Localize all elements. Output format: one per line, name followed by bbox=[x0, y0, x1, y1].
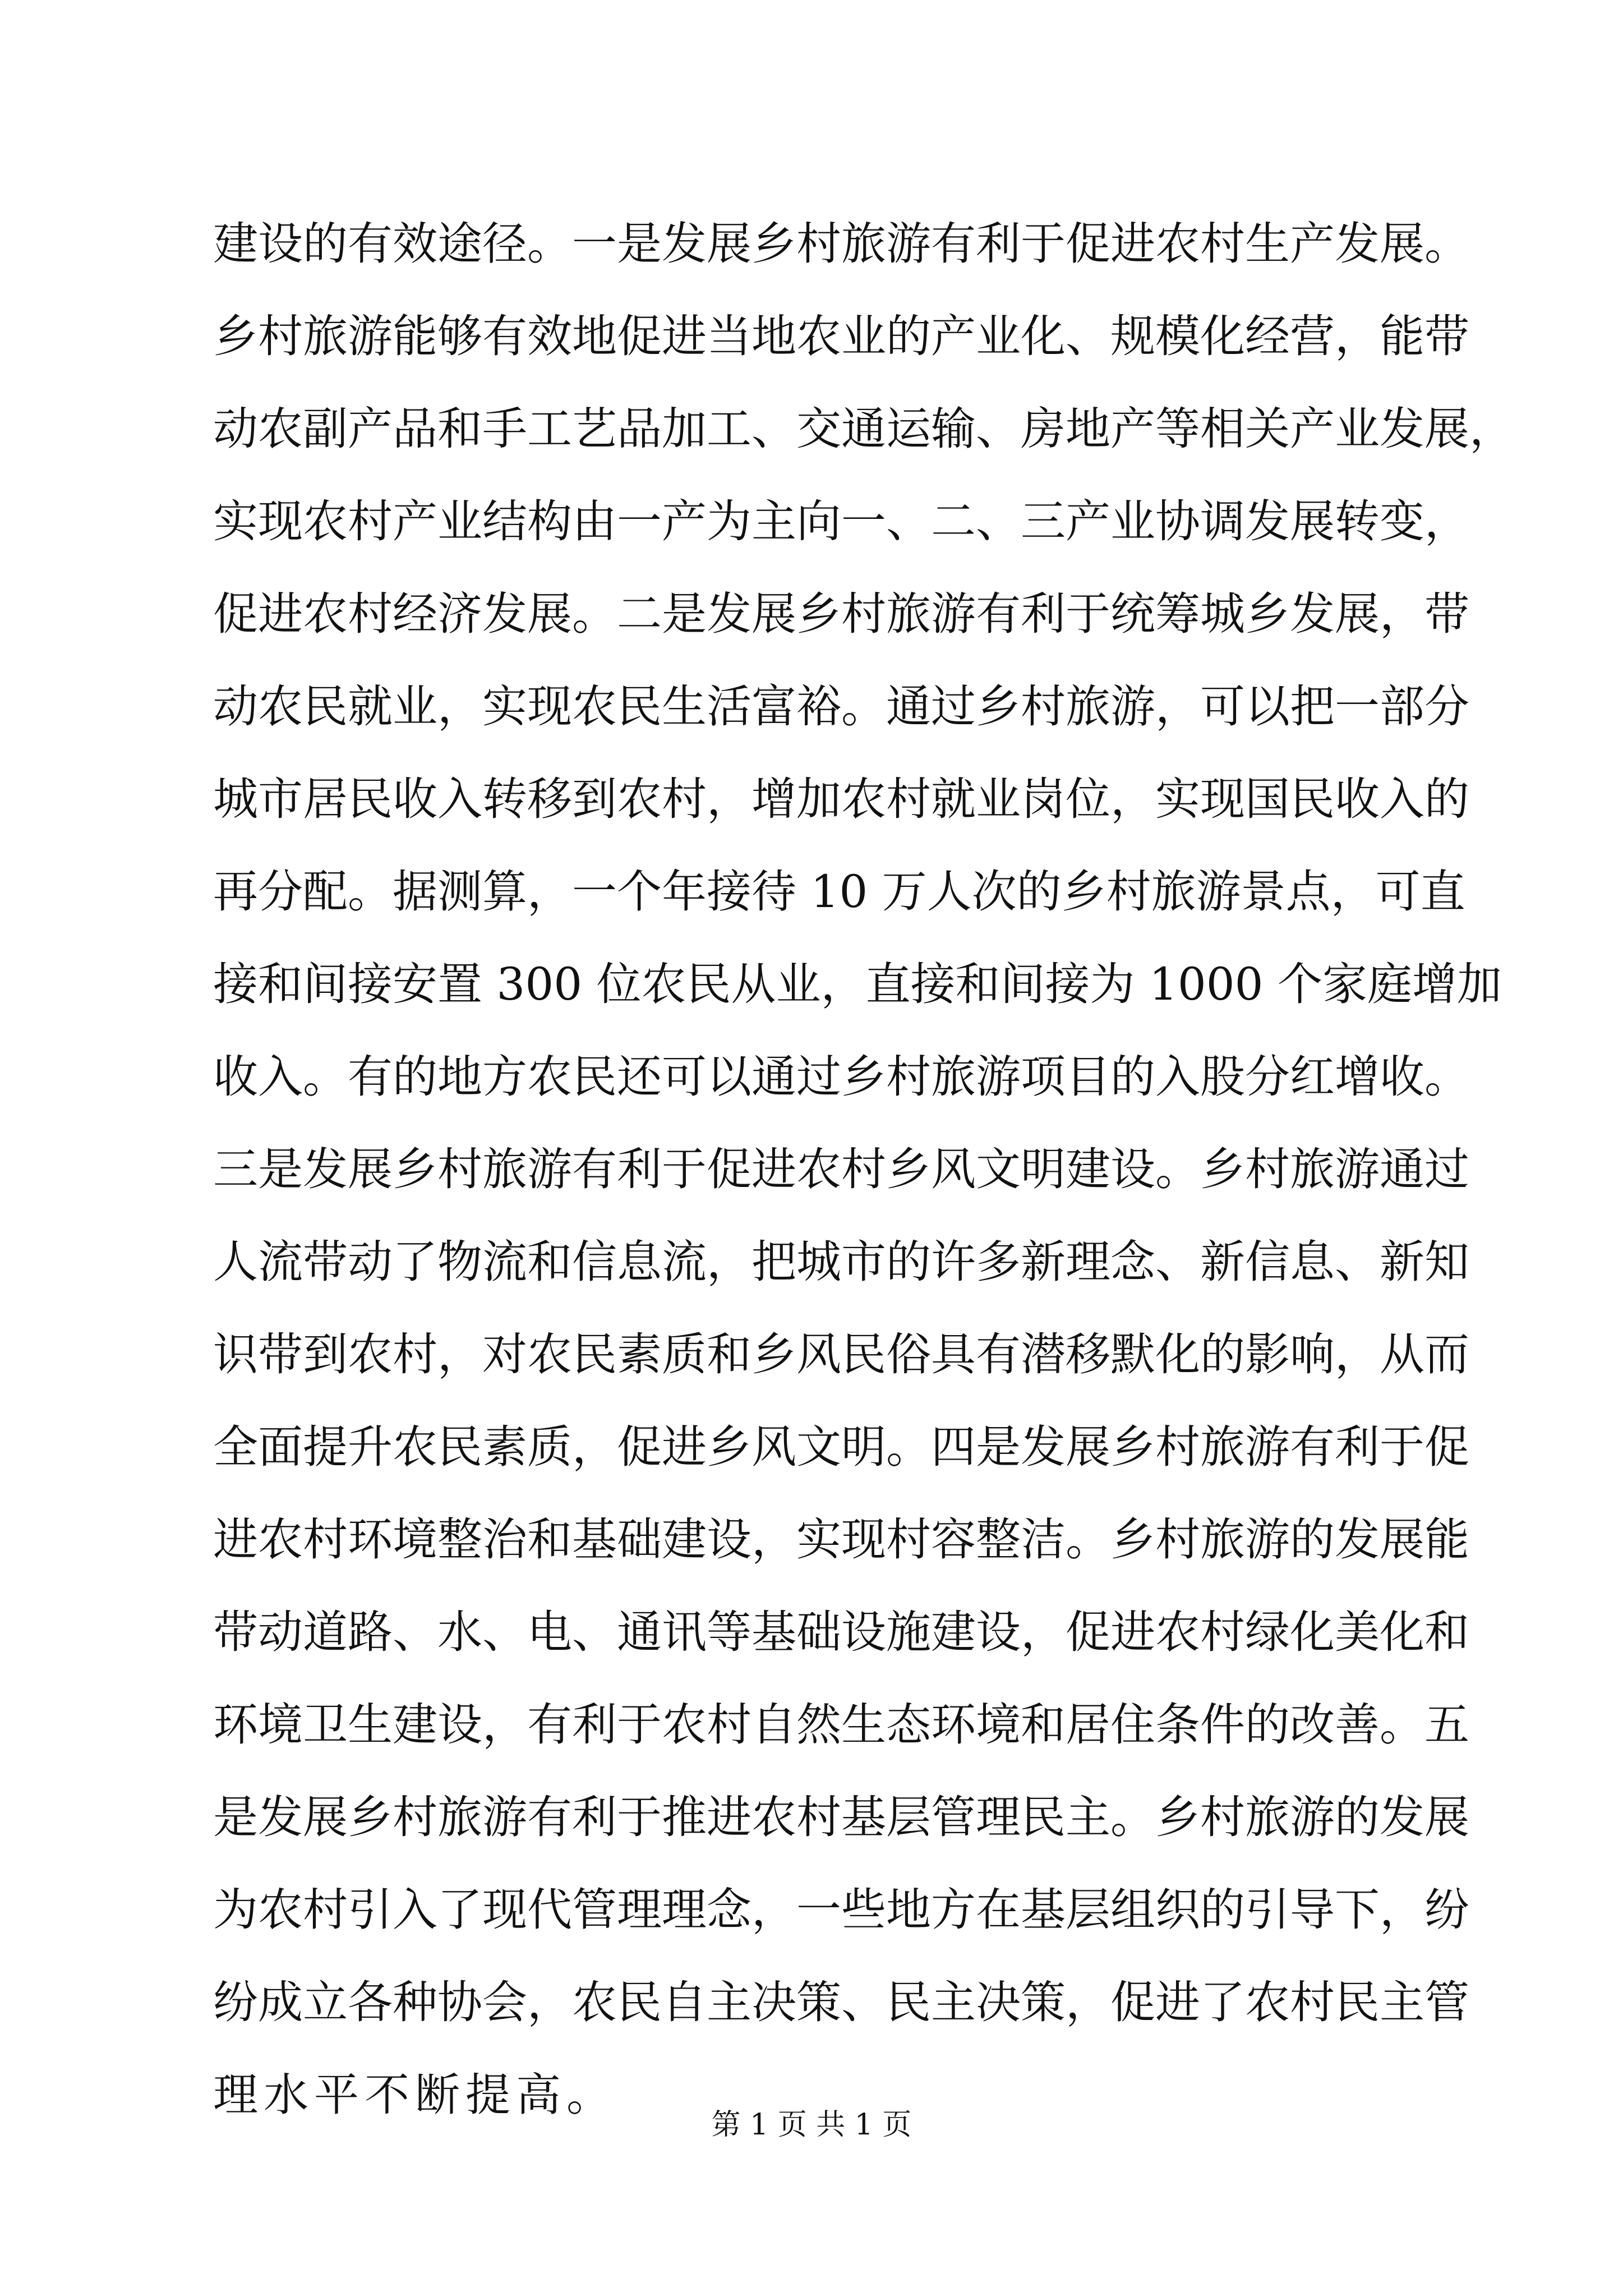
text-line: 人流带动了物流和信息流，把城市的许多新理念、新信息、新知 bbox=[213, 1236, 1469, 1288]
text-line: 再分配。据测算，一个年接待 10 万人次的乡村旅游景点，可直 bbox=[213, 866, 1465, 918]
text-line: 动农副产品和手工艺品加工、交通运输、房地产等相关产业发展， bbox=[213, 403, 1514, 455]
text-line: 三是发展乡村旅游有利于促进农村乡风文明建设。乡村旅游通过 bbox=[213, 1143, 1469, 1195]
page-number-footer: 第 1 页 共 1 页 bbox=[711, 2108, 912, 2142]
text-line: 乡村旅游能够有效地促进当地农业的产业化、规模化经营，能带 bbox=[213, 310, 1469, 362]
text-line: 建设的有效途径。一是发展乡村旅游有利于促进农村生产发展。 bbox=[213, 218, 1469, 270]
text-line: 城市居民收入转移到农村，增加农村就业岗位，实现国民收入的 bbox=[213, 773, 1469, 825]
text-line: 带动道路、水、电、通讯等基础设施建设，促进农村绿化美化和 bbox=[213, 1606, 1469, 1658]
body-paragraph bbox=[213, 218, 1514, 2165]
text-line-last: 理水平不断提高。 bbox=[213, 2069, 617, 2121]
text-line: 识带到农村，对农民素质和乡风民俗具有潜移默化的影响，从而 bbox=[213, 1328, 1469, 1381]
text-line: 全面提升农民素质，促进乡风文明。四是发展乡村旅游有利于促 bbox=[213, 1421, 1469, 1473]
text-line: 环境卫生建设，有利于农村自然生态环境和居住条件的改善。五 bbox=[213, 1699, 1469, 1751]
text-line: 实现农村产业结构由一产为主向一、二、三产业协调发展转变， bbox=[213, 495, 1469, 547]
text-line: 进农村环境整治和基础建设，实现村容整洁。乡村旅游的发展能 bbox=[213, 1513, 1469, 1566]
text-line: 纷成立各种协会，农民自主决策、民主决策，促进了农村民主管 bbox=[213, 1976, 1469, 2028]
text-line: 是发展乡村旅游有利于推进农村基层管理民主。乡村旅游的发展 bbox=[213, 1791, 1469, 1843]
text-line: 动农民就业，实现农民生活富裕。通过乡村旅游，可以把一部分 bbox=[213, 680, 1469, 733]
text-line: 促进农村经济发展。二是发展乡村旅游有利于统筹城乡发展，带 bbox=[213, 588, 1469, 640]
text-line: 收入。有的地方农民还可以通过乡村旅游项目的入股分红增收。 bbox=[213, 1051, 1469, 1103]
text-line: 为农村引入了现代管理理念，一些地方在基层组织的引导下，纷 bbox=[213, 1884, 1469, 1936]
text-line: 接和间接安置 300 位农民从业，直接和间接为 1000 个家庭增加 bbox=[213, 958, 1502, 1010]
